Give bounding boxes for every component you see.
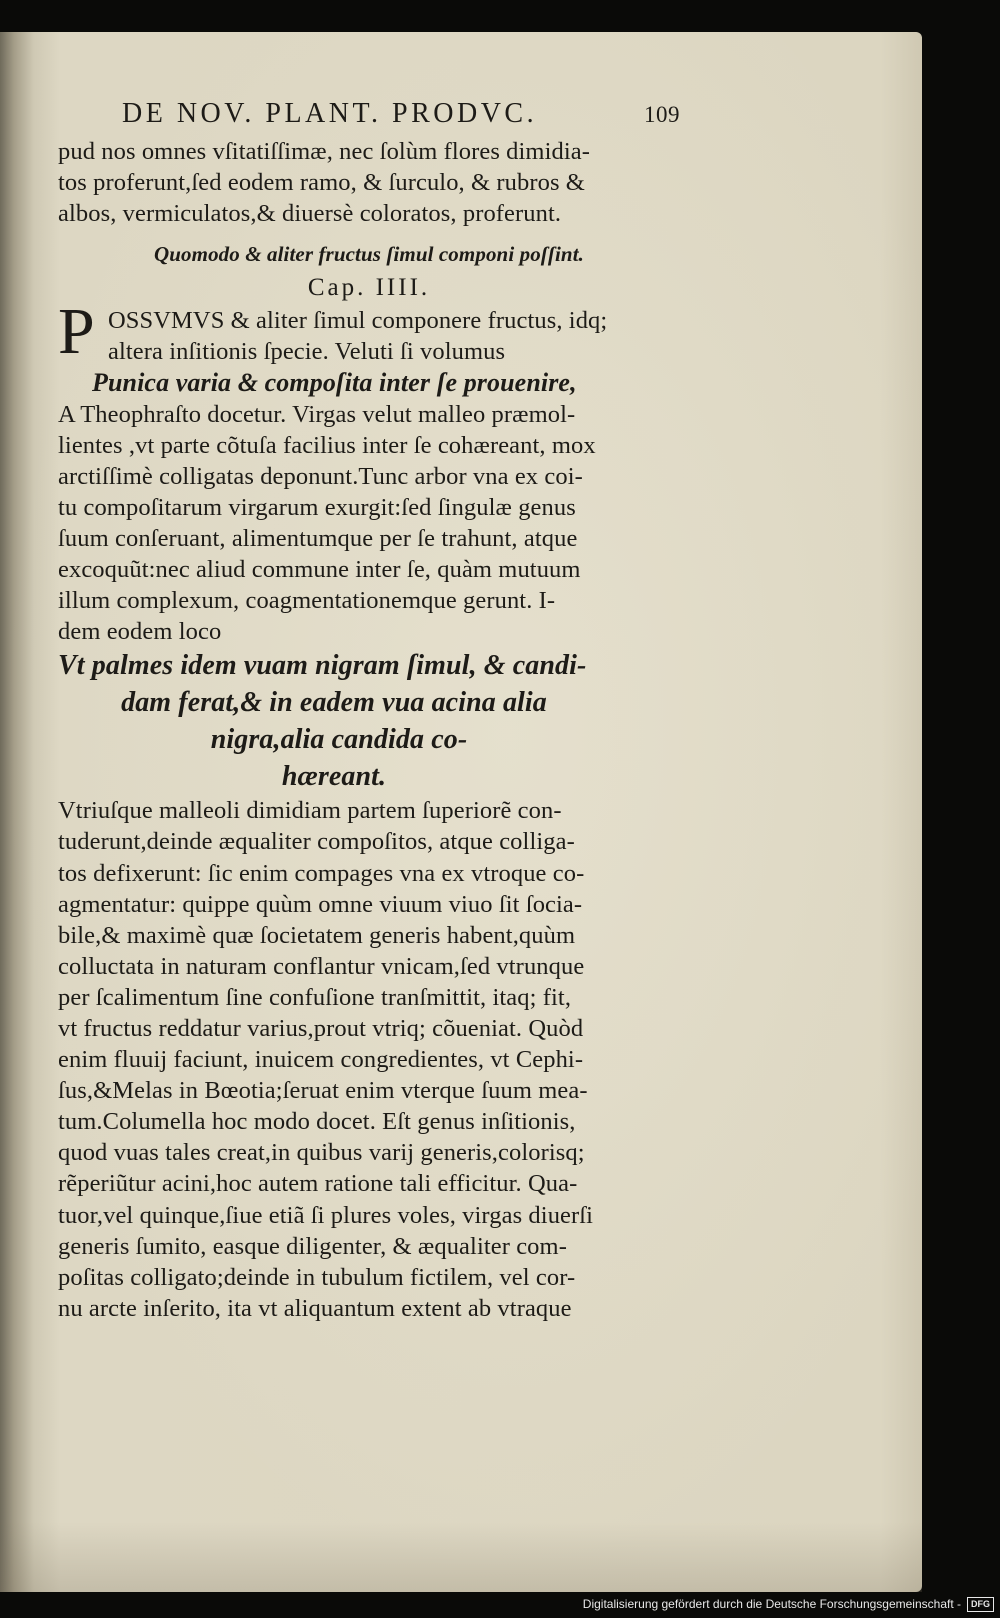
text-line: dem eodem loco	[58, 618, 222, 646]
drop-cap-initial: P	[58, 295, 95, 369]
text-line: ſus,&Melas in Bœotia;ſeruat enim vterque ſuum mea-	[58, 1077, 588, 1105]
text-line: poſitas colligato;deinde in tubulum fictilem, vel cor-	[58, 1263, 576, 1291]
text-line: vt fructus reddatur varius,prout vtriq; cõueniat. Quòd	[58, 1014, 584, 1042]
text-line: nu arcte inſerito, ita vt aliquantum extent ab vtraque	[58, 1294, 572, 1322]
credit-text: Digitalisierung gefördert durch die Deutsche Forschungsgemeinschaft -	[582, 1597, 961, 1611]
text-line: albos, vermiculatos,& diuersè coloratos, proferunt.	[58, 200, 562, 228]
italic-heading-line: nigra,alia candida co-	[210, 724, 468, 756]
text-line: colluctata in naturam conflantur vnicam,ſed vtrunque	[58, 952, 585, 980]
text-line: tu compoſitarum virgarum exurgit:ſed ſingulæ genus	[58, 493, 576, 521]
text-line: ſuum conſeruant, alimentumque per ſe trahunt, atque	[58, 524, 578, 552]
text-line: pud nos omnes vſitatiſſimæ, nec ſolùm flores dimidia-	[58, 138, 590, 165]
text-line: Vtriuſque malleoli dimidiam partem ſuperiorẽ con-	[58, 797, 562, 825]
text-line: altera inſitionis ſpecie. Veluti ſi volumus	[108, 338, 506, 366]
text-line: tuderunt,deinde æqualiter compoſitos, atque colliga-	[58, 828, 575, 856]
dfg-logo: DFG	[967, 1597, 994, 1612]
text-line: lientes ,vt parte cõtuſa facilius inter ſe cohæreant, mox	[58, 431, 596, 459]
text-line: excoquũt:nec aliud commune inter ſe, quàm mutuum	[58, 556, 581, 584]
italic-heading-line: hæreant.	[281, 761, 387, 793]
text-line: generis ſumito, easque diligenter, & æqualiter com-	[58, 1232, 567, 1260]
text-line: arctiſſimè colligatas deponunt.Tunc arbor vna ex coi-	[58, 462, 583, 490]
chapter-opening	[58, 295, 680, 369]
text-line: tos proferunt,ſed eodem ramo, & ſurculo, & rubros &	[58, 169, 585, 197]
text-line: tuor,vel quinque,ſiue etiã ſi plures voles, virgas diuerſi	[58, 1201, 594, 1229]
digitization-credit	[583, 1596, 994, 1612]
text-block-chapter-opening	[58, 305, 680, 367]
page-text	[58, 92, 680, 1324]
text-line: agmentatur: quippe quùm omne viuum viuo ſit ſocia-	[58, 890, 583, 918]
text-line: A Theophraſto docetur. Virgas velut malleo præmol-	[58, 400, 576, 428]
running-header	[58, 92, 680, 136]
book-page	[0, 32, 922, 1592]
text-line: per ſcalimentum ſine confuſione tranſmittit, itaq; fit,	[58, 983, 572, 1011]
running-title: DE NOV. PLANT. PRODVC.	[122, 98, 538, 129]
page-number: 109	[644, 102, 680, 127]
text-block-top	[58, 136, 680, 229]
italic-heading-line: Vt palmes idem vuam nigram ſimul, & candi-	[58, 650, 587, 682]
text-line: illum complexum, coagmentationemque gerunt. I-	[58, 587, 556, 615]
text-line: tum.Columella hoc modo docet. Eſt genus inſitionis,	[58, 1108, 576, 1136]
chapter-subtitle: Quomodo & aliter fructus ſimul componi poſſint.	[154, 242, 584, 267]
text-line: rẽperiũtur acini,hoc autem ratione tali efficitur. Qua-	[58, 1170, 578, 1198]
text-line: tos defixerunt: ſic enim compages vna ex vtroque co-	[58, 859, 585, 887]
chapter-number: Cap. IIII.	[307, 274, 431, 302]
italic-heading-punica: Punica varia & compoſita inter ſe prouenire,	[92, 368, 577, 398]
text-block-middle	[58, 399, 680, 648]
text-line: bile,& maximè quæ ſocietatem generis habent,quùm	[58, 921, 576, 949]
italic-heading-palmes	[58, 647, 680, 795]
text-line: enim fluuij faciunt, inuicem congredientes, vt Cephi-	[58, 1046, 584, 1074]
text-line: OSSVMVS & aliter ſimul componere fructus, idq;	[108, 307, 608, 335]
text-line: quod vuas tales creat,in quibus varij generis,colorisq;	[58, 1139, 585, 1167]
italic-heading-line: dam ferat,& in eadem vua acina alia	[121, 687, 547, 719]
text-block-bottom	[58, 795, 680, 1324]
